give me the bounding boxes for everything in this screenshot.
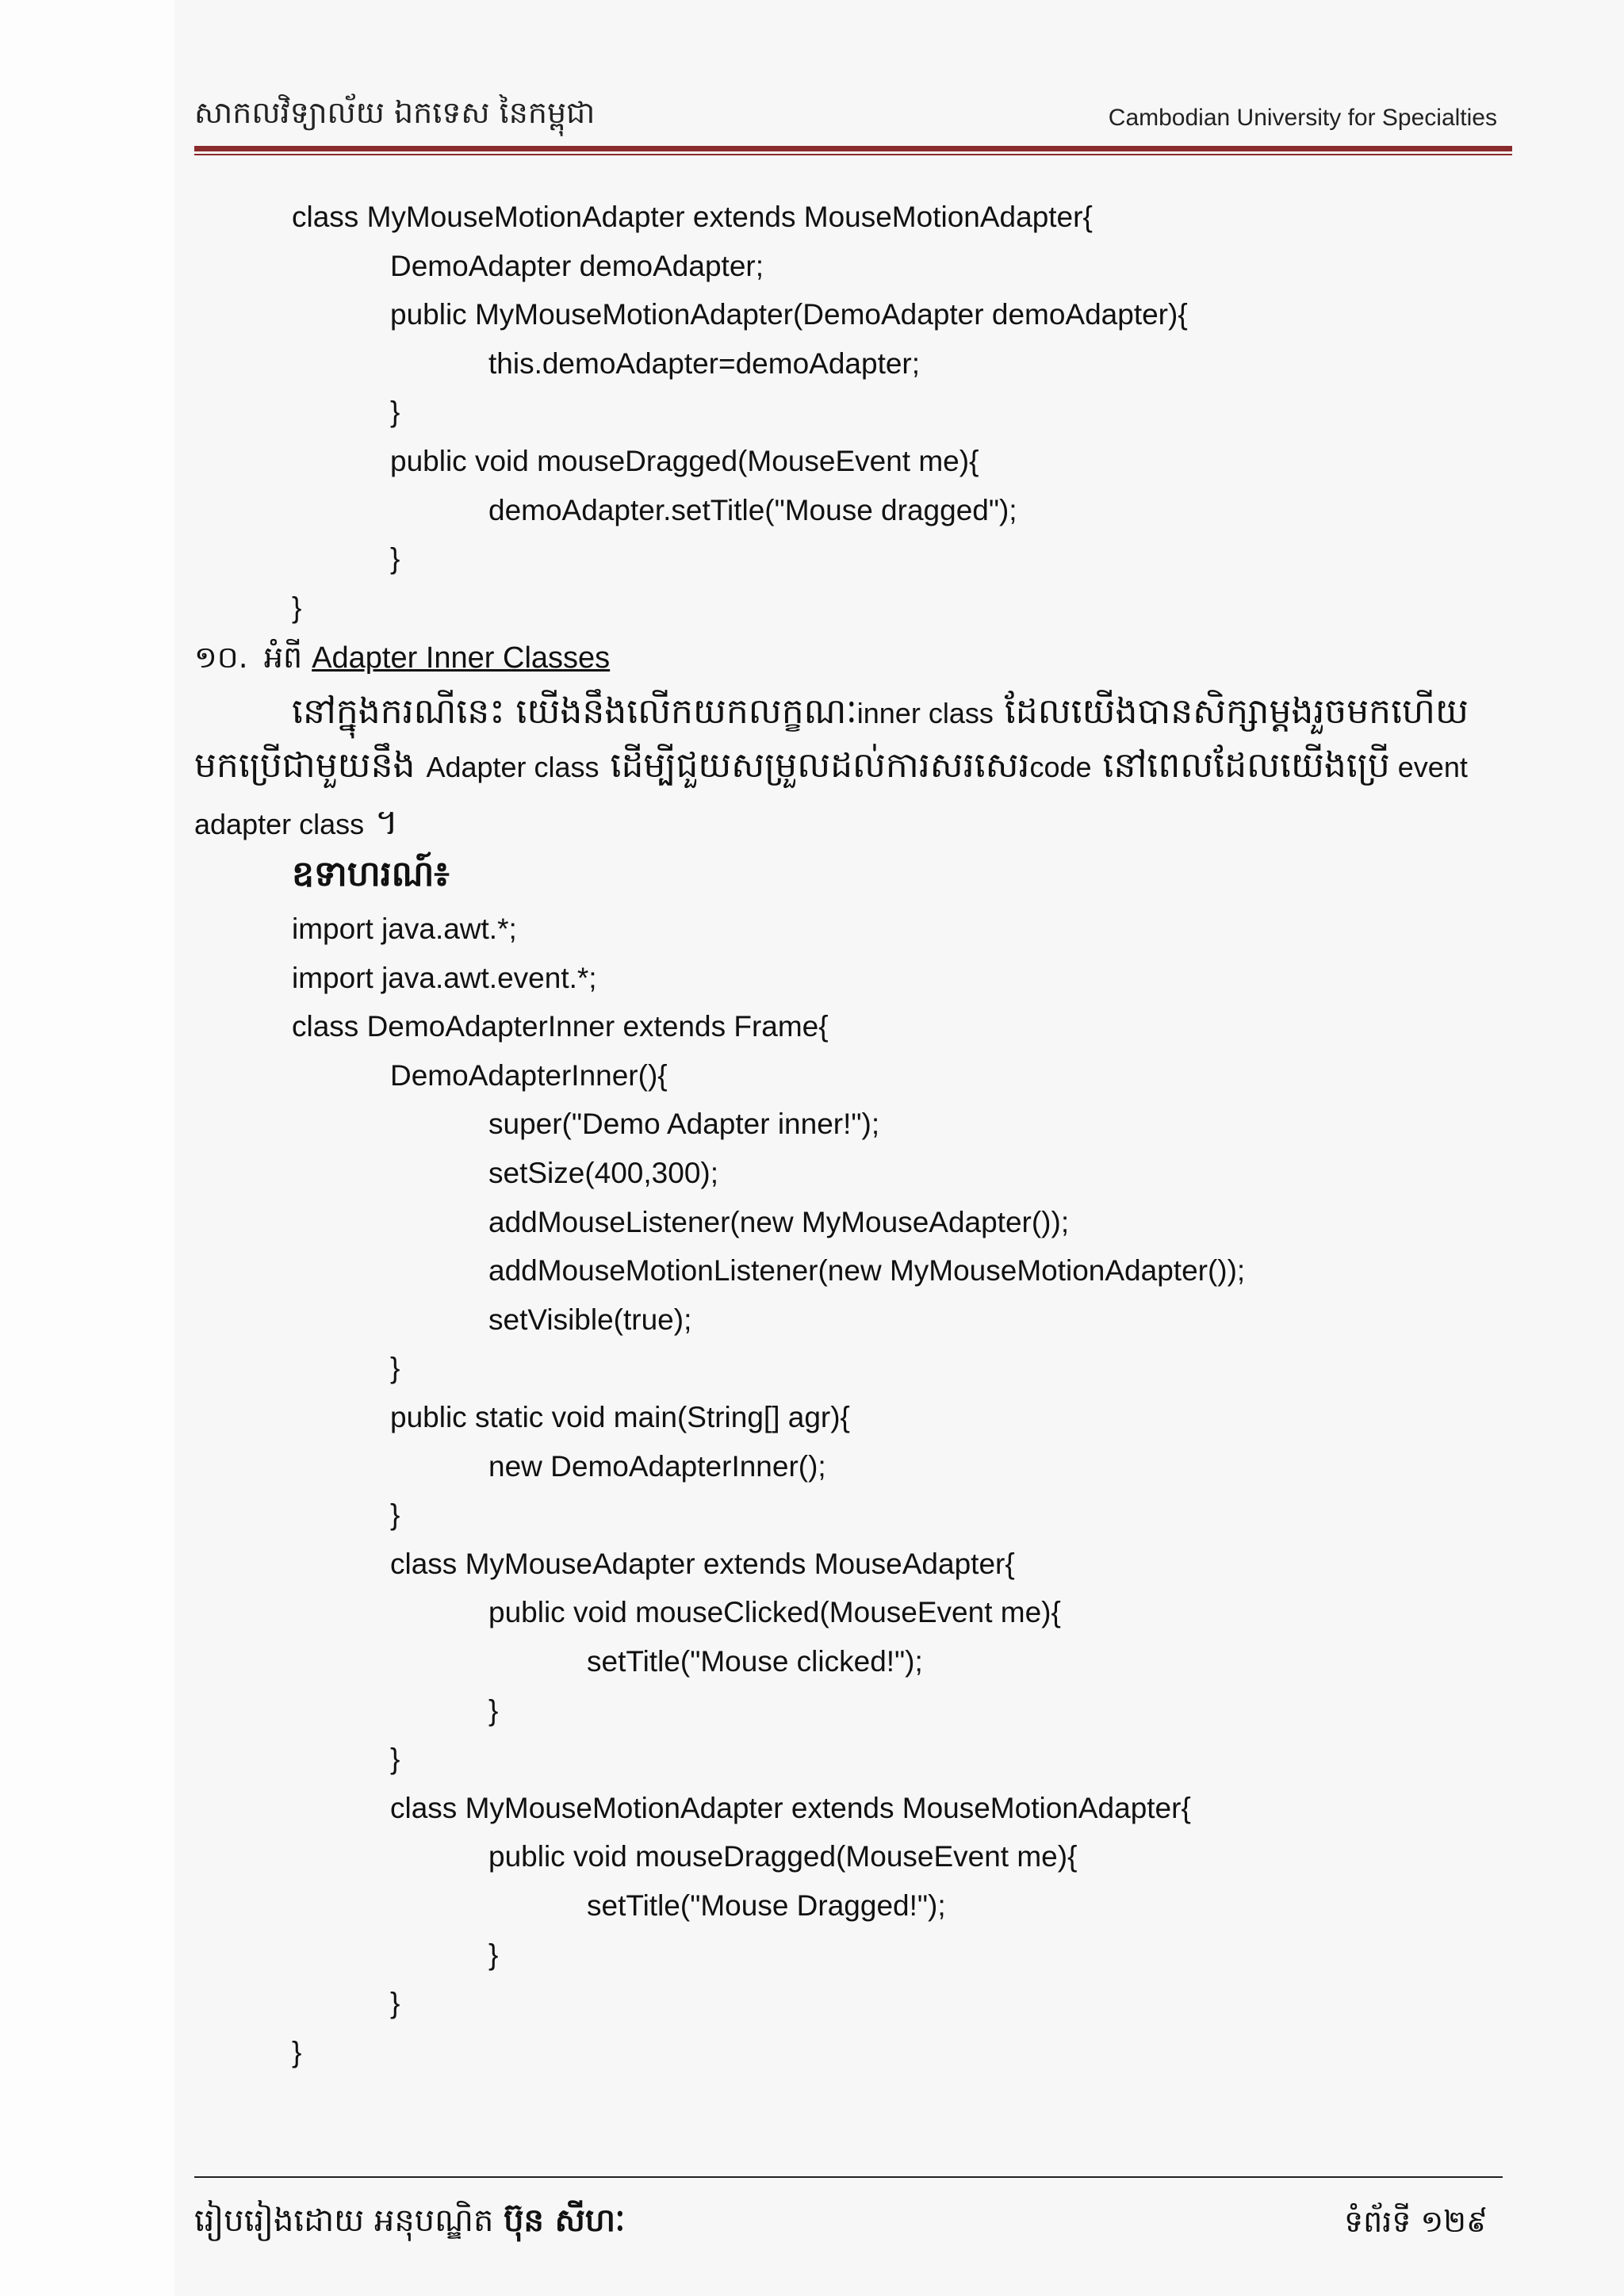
code-line: public MyMouseMotionAdapter(DemoAdapter demoAdapter){: [390, 298, 1188, 331]
code-line: public static void main(String[] agr){: [390, 1401, 850, 1433]
code-line: }: [292, 591, 302, 624]
code-line: addMouseListener(new MyMouseAdapter());: [488, 1205, 1070, 1238]
code-line: setTitle("Mouse clicked!");: [587, 1645, 923, 1678]
code-line: }: [292, 2035, 302, 2068]
text-run: event: [1389, 751, 1468, 783]
footer-divider: [194, 2176, 1503, 2178]
section-number: ១០.: [194, 640, 248, 675]
code-line: setVisible(true);: [488, 1303, 692, 1336]
author-prefix: រៀបរៀងដោយ អនុបណ្ឌិត: [194, 2202, 504, 2239]
paragraph-line-2: [194, 744, 1468, 794]
code-line: }: [488, 1938, 499, 1971]
text-run: Adapter class: [426, 751, 599, 783]
code-line: }: [390, 1987, 400, 2020]
code-line: }: [390, 396, 400, 429]
text-run: នៅពេលដែលយើងប្រើ: [1091, 745, 1390, 786]
code-line: addMouseMotionListener(new MyMouseMotionAdapter());: [488, 1254, 1246, 1288]
code-line: public void mouseClicked(MouseEvent me){: [488, 1596, 1061, 1629]
section-title-prefix: អំពី: [263, 640, 303, 675]
code-line: class MyMouseAdapter extends MouseAdapter{: [390, 1547, 1015, 1580]
code-line: setSize(400,300);: [488, 1157, 719, 1189]
text-run: នៅក្នុងករណីនេះ យើងនឹងលើកយកលក្ខណៈ: [292, 691, 857, 732]
code-line: class DemoAdapterInner extends Frame{: [292, 1010, 829, 1043]
section-title: Adapter Inner Classes: [312, 641, 611, 675]
code-line: public void mouseDragged(MouseEvent me){: [390, 445, 979, 477]
code-line: new DemoAdapterInner();: [488, 1449, 826, 1483]
code-line: }: [488, 1693, 499, 1727]
header-divider: [194, 146, 1512, 151]
code-line: }: [390, 542, 400, 576]
code-line: }: [390, 1352, 400, 1385]
text-run: ដើម្បីជួយសម្រួលដល់ការសរសេរ: [599, 745, 1030, 786]
code-line: class MyMouseMotionAdapter extends MouseMotionAdapter{: [292, 201, 1093, 233]
text-run: ដែលយើងបានសិក្សាម្តងរួចមកហើយ: [993, 691, 1469, 732]
paragraph-line-1: [292, 690, 1469, 740]
header-university-khmer: សាកលវិទ្យាល័យ ឯកទេស នៃកម្ពុជា: [194, 95, 596, 130]
code-line: setTitle("Mouse Dragged!");: [587, 1889, 946, 1922]
text-run: ។: [364, 802, 399, 843]
header-university-english: Cambodian University for Specialties: [1108, 105, 1497, 131]
header-divider-thin: [194, 154, 1512, 155]
page-margin: [0, 0, 174, 2296]
code-line: import java.awt.*;: [292, 913, 517, 945]
paragraph-line-3: [194, 801, 398, 851]
code-line: class MyMouseMotionAdapter extends MouseMotionAdapter{: [390, 1791, 1191, 1824]
code-line: DemoAdapterInner(){: [390, 1058, 668, 1092]
text-run: inner class: [856, 697, 994, 729]
page-header: [194, 94, 1515, 141]
code-line: }: [390, 1743, 400, 1776]
text-run: code: [1029, 751, 1092, 783]
code-line: DemoAdapter demoAdapter;: [390, 249, 764, 282]
text-run: មកប្រើជាមួយនឹង: [194, 745, 427, 786]
text-run: adapter class: [194, 808, 365, 840]
code-line: import java.awt.event.*;: [292, 961, 597, 994]
code-line: public void mouseDragged(MouseEvent me){: [488, 1840, 1078, 1873]
code-line: demoAdapter.setTitle("Mouse dragged");: [488, 493, 1017, 526]
author-name: ប៊ុន សីហៈ: [504, 2202, 626, 2239]
footer-author: [194, 2200, 625, 2247]
code-line: }: [390, 1498, 400, 1532]
example-label: ឧទាហរណ៍៖: [292, 854, 450, 894]
page-number: ទំព័រទី ១២៩: [1344, 2204, 1488, 2239]
code-line: this.demoAdapter=demoAdapter;: [488, 346, 921, 380]
section-heading: [194, 638, 610, 683]
code-line: super("Demo Adapter inner!");: [488, 1108, 880, 1141]
